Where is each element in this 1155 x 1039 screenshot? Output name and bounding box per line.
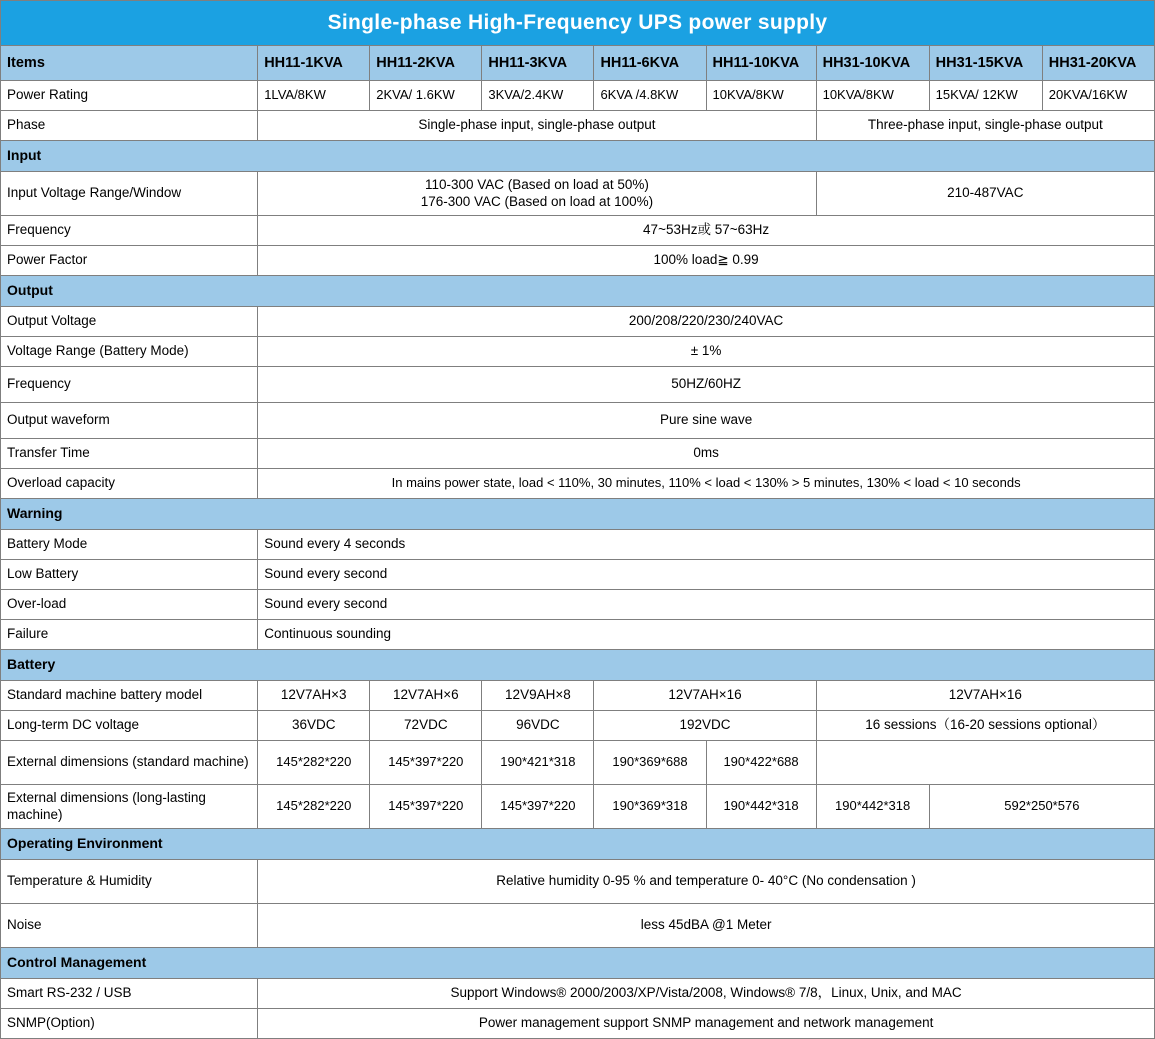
cell-input-voltage-single	[258, 172, 816, 216]
table-row	[1, 711, 1155, 741]
row-label-frequency-input: Frequency	[1, 216, 258, 246]
section-header-battery	[1, 650, 1155, 681]
row-label-standard-battery-model: Standard machine battery model	[1, 681, 258, 711]
input-voltage-line-2: 176-300 VAC (Based on load at 100%)	[420, 193, 654, 209]
section-label-input: Input	[1, 141, 1155, 172]
cell-dc-voltage-1: 36VDC	[258, 711, 370, 741]
row-label-low-battery: Low Battery	[1, 560, 258, 590]
cell-std-battery-4: 12V7AH×16	[594, 681, 816, 711]
cell-dim-std-1: 145*282*220	[258, 741, 370, 785]
section-label-control-management: Control Management	[1, 948, 1155, 979]
section-header-warning	[1, 499, 1155, 530]
column-header-hh31-10kva: HH31-10KVA	[816, 46, 929, 81]
cell-input-voltage-three: 210-487VAC	[816, 172, 1154, 216]
cell-battery-mode: Sound every 4 seconds	[258, 530, 1155, 560]
row-label-frequency-output: Frequency	[1, 367, 258, 403]
table-row	[1, 1009, 1155, 1039]
cell-output-waveform: Pure sine wave	[258, 403, 1155, 439]
column-header-hh11-1kva: HH11-1KVA	[258, 46, 370, 81]
cell-power-rating-5: 10KVA/8KW	[706, 81, 816, 111]
cell-dim-long-2: 145*397*220	[370, 785, 482, 829]
column-header-row	[1, 46, 1155, 81]
cell-dim-std-2: 145*397*220	[370, 741, 482, 785]
table-row	[1, 307, 1155, 337]
cell-phase-three: Three-phase input, single-phase output	[816, 111, 1154, 141]
row-label-phase: Phase	[1, 111, 258, 141]
cell-phase-single: Single-phase input, single-phase output	[258, 111, 816, 141]
cell-dim-std-6	[816, 741, 1154, 785]
column-header-hh11-3kva: HH11-3KVA	[482, 46, 594, 81]
table-row	[1, 246, 1155, 276]
cell-frequency-output: 50HZ/60HZ	[258, 367, 1155, 403]
section-header-control-management	[1, 948, 1155, 979]
page-title: Single-phase High-Frequency UPS power supply	[1, 1, 1155, 46]
cell-dim-long-3: 145*397*220	[482, 785, 594, 829]
column-header-items: Items	[1, 46, 258, 81]
cell-dim-long-6: 190*442*318	[816, 785, 929, 829]
cell-dim-long-7: 592*250*576	[929, 785, 1154, 829]
table-row	[1, 81, 1155, 111]
table-row	[1, 337, 1155, 367]
cell-failure: Continuous sounding	[258, 620, 1155, 650]
cell-power-rating-6: 10KVA/8KW	[816, 81, 929, 111]
cell-voltage-range: ± 1%	[258, 337, 1155, 367]
cell-std-battery-2: 12V7AH×6	[370, 681, 482, 711]
cell-output-voltage: 200/208/220/230/240VAC	[258, 307, 1155, 337]
table-row	[1, 367, 1155, 403]
row-label-noise: Noise	[1, 904, 258, 948]
table-row	[1, 785, 1155, 829]
cell-dim-long-4: 190*369*318	[594, 785, 706, 829]
input-voltage-line-1: 110-300 VAC (Based on load at 50%)	[424, 176, 649, 192]
section-header-input	[1, 141, 1155, 172]
cell-power-rating-3: 3KVA/2.4KW	[482, 81, 594, 111]
section-label-battery: Battery	[1, 650, 1155, 681]
row-label-dimensions-long-lasting: External dimensions (long-lasting machine)	[1, 785, 258, 829]
table-row	[1, 439, 1155, 469]
cell-frequency-input: 47~53Hz或 57~63Hz	[258, 216, 1155, 246]
table-row	[1, 111, 1155, 141]
row-label-output-waveform: Output waveform	[1, 403, 258, 439]
row-label-power-rating: Power Rating	[1, 81, 258, 111]
row-label-voltage-range: Voltage Range (Battery Mode)	[1, 337, 258, 367]
table-row	[1, 530, 1155, 560]
row-label-over-load: Over-load	[1, 590, 258, 620]
cell-snmp-option: Power management support SNMP management and network management	[258, 1009, 1155, 1039]
row-label-temperature-humidity: Temperature & Humidity	[1, 860, 258, 904]
table-row	[1, 741, 1155, 785]
cell-power-rating-2: 2KVA/ 1.6KW	[370, 81, 482, 111]
table-row	[1, 979, 1155, 1009]
cell-rs232-usb: Support Windows® 2000/2003/XP/Vista/2008, Windows® 7/8，Linux, Unix, and MAC	[258, 979, 1155, 1009]
cell-dim-long-1: 145*282*220	[258, 785, 370, 829]
cell-dim-std-5: 190*422*688	[706, 741, 816, 785]
section-header-output	[1, 276, 1155, 307]
cell-power-rating-8: 20KVA/16KW	[1042, 81, 1154, 111]
cell-noise: less 45dBA @1 Meter	[258, 904, 1155, 948]
row-label-snmp-option: SNMP(Option)	[1, 1009, 258, 1039]
cell-low-battery: Sound every second	[258, 560, 1155, 590]
row-label-overload-capacity: Overload capacity	[1, 469, 258, 499]
row-label-dc-voltage: Long-term DC voltage	[1, 711, 258, 741]
column-header-hh11-6kva: HH11-6KVA	[594, 46, 706, 81]
row-label-input-voltage: Input Voltage Range/Window	[1, 172, 258, 216]
row-label-dimensions-standard: External dimensions (standard machine)	[1, 741, 258, 785]
row-label-failure: Failure	[1, 620, 258, 650]
cell-power-factor: 100% load≧ 0.99	[258, 246, 1155, 276]
cell-dim-std-4: 190*369*688	[594, 741, 706, 785]
cell-std-battery-5: 12V7AH×16	[816, 681, 1154, 711]
column-header-hh11-2kva: HH11-2KVA	[370, 46, 482, 81]
cell-over-load: Sound every second	[258, 590, 1155, 620]
row-label-power-factor: Power Factor	[1, 246, 258, 276]
table-row	[1, 904, 1155, 948]
table-row	[1, 681, 1155, 711]
cell-temperature-humidity: Relative humidity 0-95 % and temperature 0- 40°C (No condensation )	[258, 860, 1155, 904]
cell-power-rating-4: 6KVA /4.8KW	[594, 81, 706, 111]
cell-overload-capacity: In mains power state, load < 110%, 30 minutes, 110% < load < 130% > 5 minutes, 130% < load < 10 seconds	[258, 469, 1155, 499]
cell-dc-voltage-2: 72VDC	[370, 711, 482, 741]
section-header-operating-environment	[1, 829, 1155, 860]
cell-power-rating-1: 1LVA/8KW	[258, 81, 370, 111]
cell-dc-voltage-3: 96VDC	[482, 711, 594, 741]
table-row	[1, 590, 1155, 620]
column-header-hh31-20kva: HH31-20KVA	[1042, 46, 1154, 81]
row-label-transfer-time: Transfer Time	[1, 439, 258, 469]
table-row	[1, 403, 1155, 439]
section-label-operating-environment: Operating Environment	[1, 829, 1155, 860]
cell-transfer-time: 0ms	[258, 439, 1155, 469]
table-row	[1, 469, 1155, 499]
table-row	[1, 560, 1155, 590]
cell-std-battery-1: 12V7AH×3	[258, 681, 370, 711]
row-label-rs232-usb: Smart RS-232 / USB	[1, 979, 258, 1009]
cell-std-battery-3: 12V9AH×8	[482, 681, 594, 711]
cell-dim-std-3: 190*421*318	[482, 741, 594, 785]
cell-dim-long-5: 190*442*318	[706, 785, 816, 829]
table-row	[1, 172, 1155, 216]
row-label-battery-mode: Battery Mode	[1, 530, 258, 560]
cell-dc-voltage-5: 16 sessions（16-20 sessions optional）	[816, 711, 1154, 741]
table-row	[1, 216, 1155, 246]
row-label-output-voltage: Output Voltage	[1, 307, 258, 337]
section-label-warning: Warning	[1, 499, 1155, 530]
table-title-row	[1, 1, 1155, 46]
table-row	[1, 860, 1155, 904]
cell-dc-voltage-4: 192VDC	[594, 711, 816, 741]
column-header-hh31-15kva: HH31-15KVA	[929, 46, 1042, 81]
section-label-output: Output	[1, 276, 1155, 307]
cell-power-rating-7: 15KVA/ 12KW	[929, 81, 1042, 111]
table-row	[1, 620, 1155, 650]
column-header-hh11-10kva: HH11-10KVA	[706, 46, 816, 81]
